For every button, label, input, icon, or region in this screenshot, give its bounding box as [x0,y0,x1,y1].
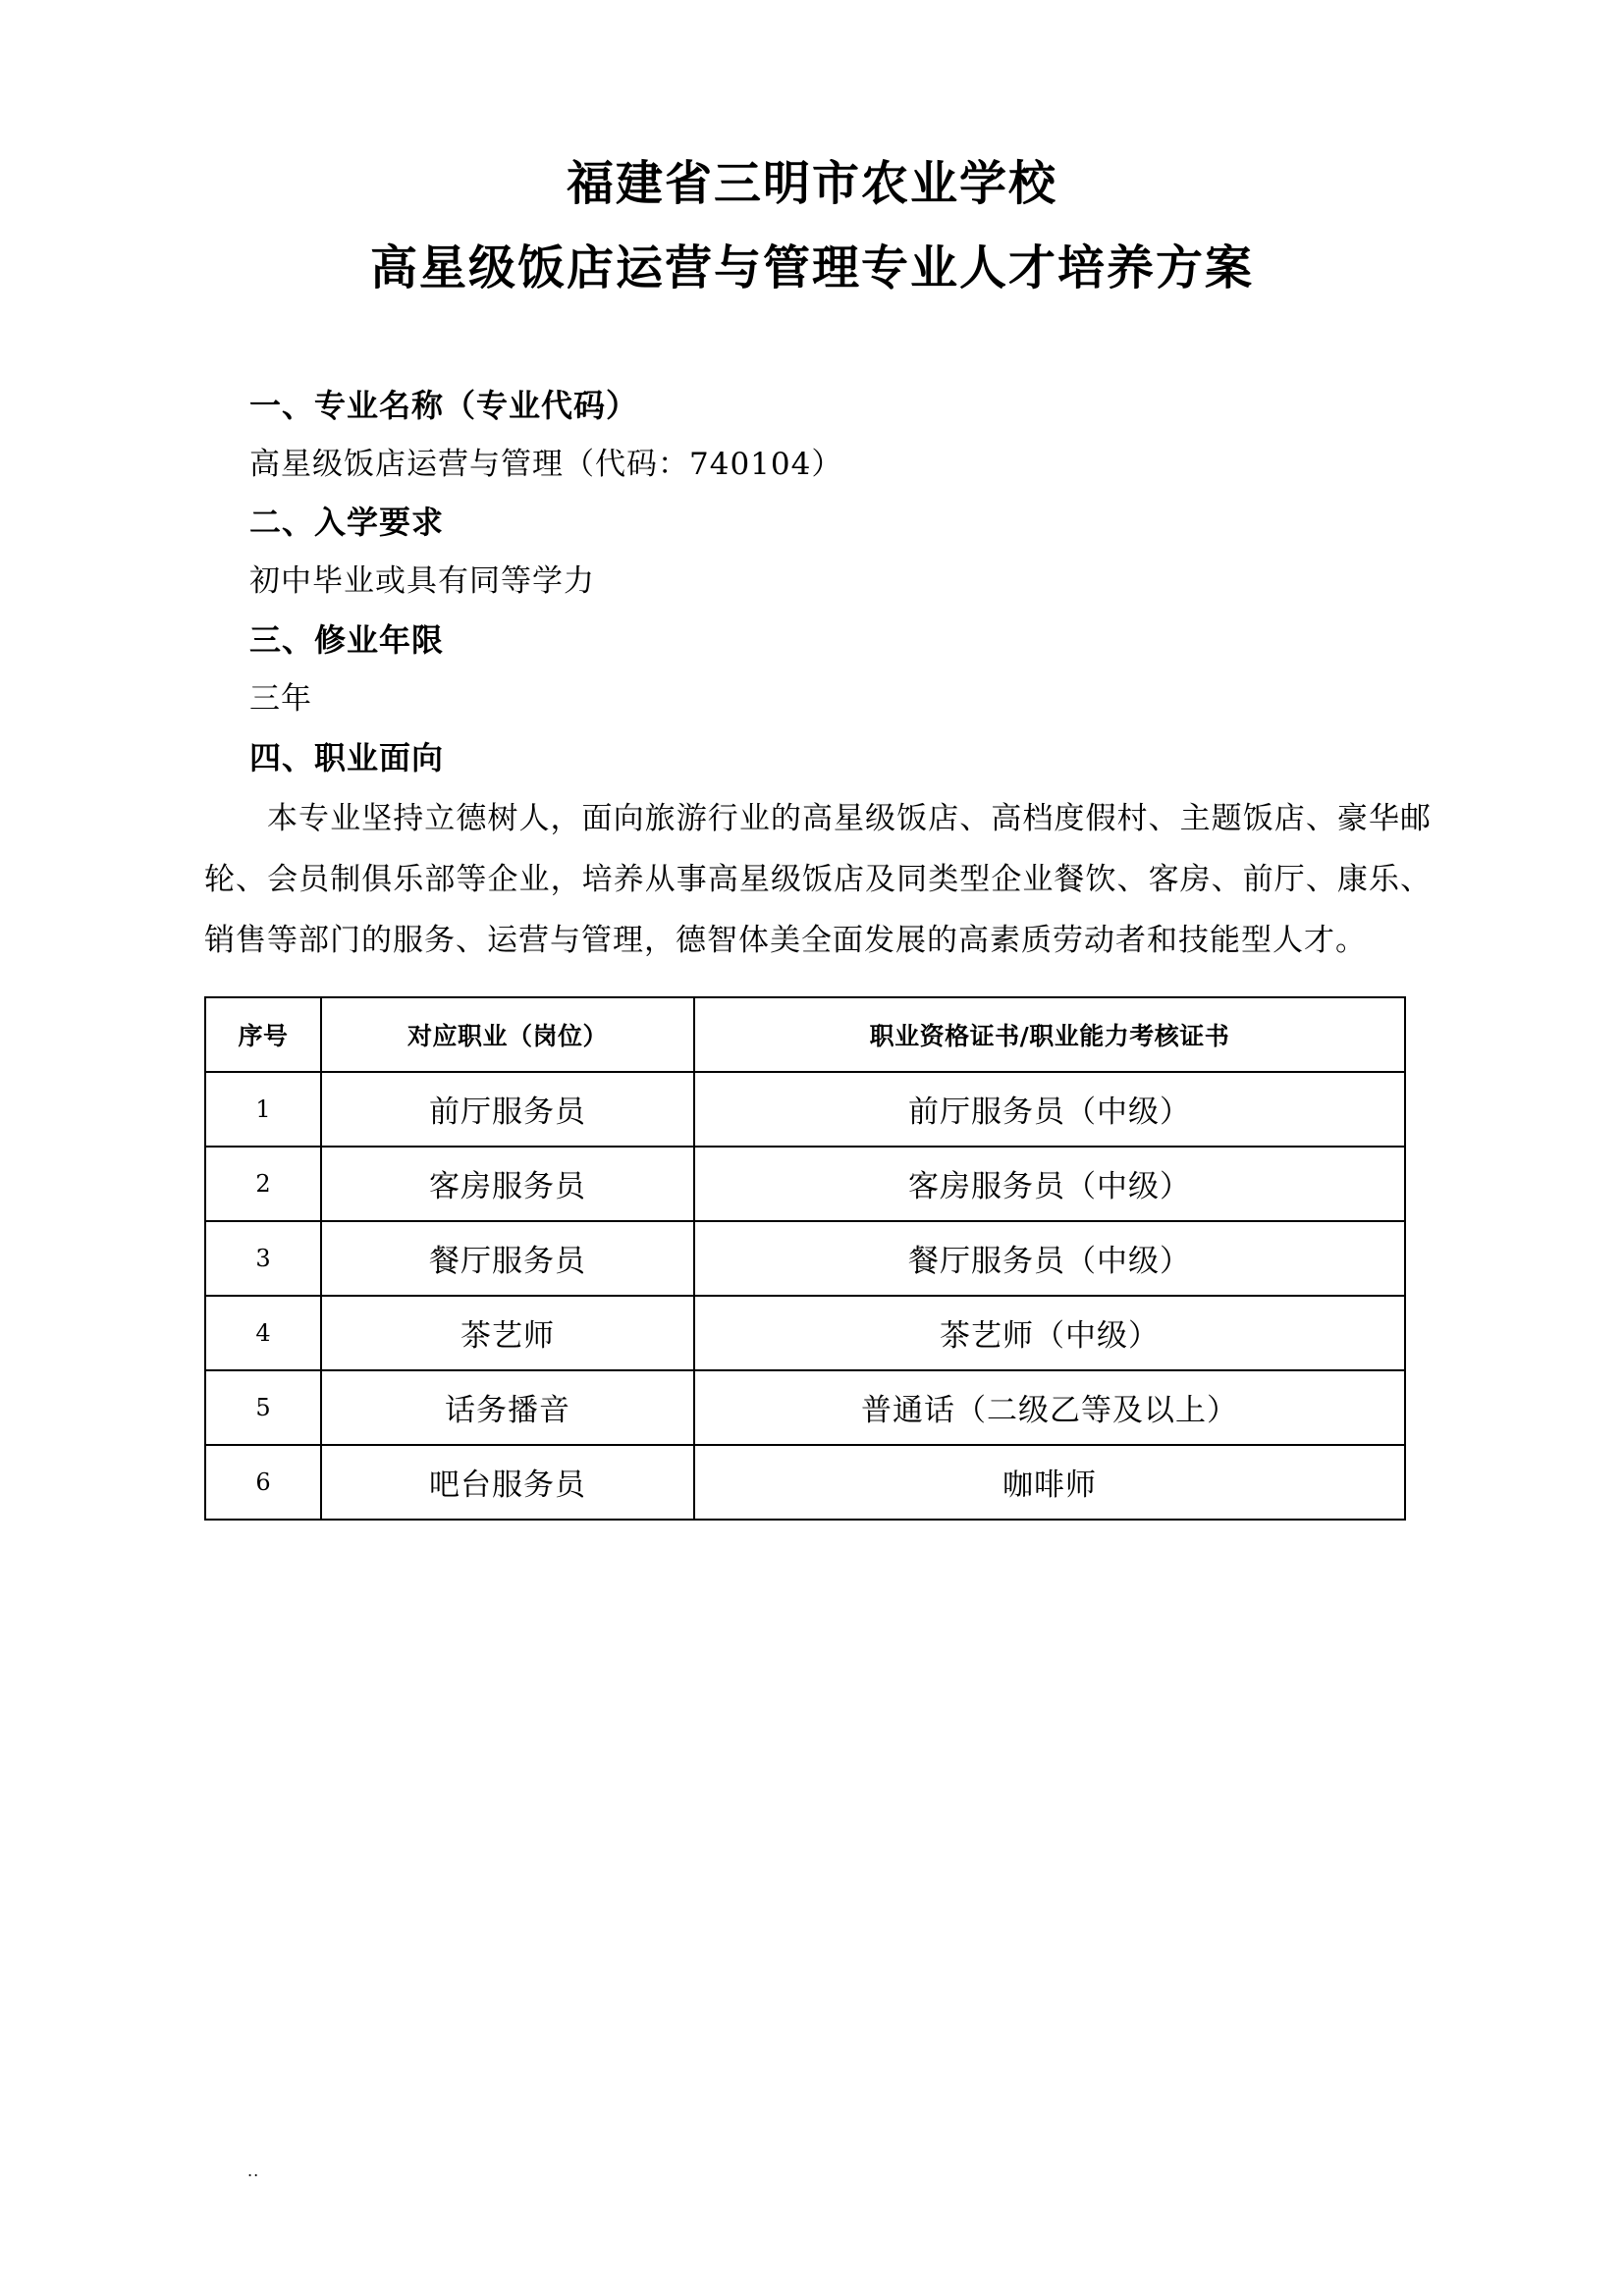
cell-certificate: 前厅服务员（中级） [694,1072,1405,1147]
title-line-1: 福建省三明市农业学校 [566,156,1057,211]
cell-index: 6 [205,1445,321,1520]
table-row [205,1445,1405,1520]
table-row [205,1370,1405,1445]
section-heading-2: 二、入学要求 [249,504,445,542]
cell-certificate: 咖啡师 [694,1445,1405,1520]
jobs-certificates-table [204,996,1406,1521]
cell-index: 5 [205,1370,321,1445]
table-header-row [205,997,1405,1072]
cell-index: 2 [205,1147,321,1221]
cell-certificate: 餐厅服务员（中级） [694,1221,1405,1296]
table-row [205,1072,1405,1147]
table-header-occupation: 对应职业（岗位） [321,997,694,1072]
section-body-3: 三年 [249,680,312,717]
section-body-2: 初中毕业或具有同等学力 [249,563,595,600]
table-header-certificate: 职业资格证书/职业能力考核证书 [694,997,1405,1072]
section-heading-1: 一、专业名称（专业代码） [249,386,639,424]
cell-occupation: 茶艺师 [321,1296,694,1370]
section-body-1: 高星级饭店运营与管理（代码：740104） [249,446,843,482]
cell-index: 4 [205,1296,321,1370]
cell-index: 3 [205,1221,321,1296]
title-spacer [187,305,1437,376]
table-header-index: 序号 [205,997,321,1072]
title-line-2: 高星级饭店运营与管理专业人才培养方案 [369,240,1254,296]
section-heading-4: 四、职业面向 [249,738,445,776]
cell-certificate: 客房服务员（中级） [694,1147,1405,1221]
cell-occupation: 话务播音 [321,1370,694,1445]
section-heading-3: 三、修业年限 [249,621,445,660]
table-row [205,1221,1405,1296]
cell-certificate: 茶艺师（中级） [694,1296,1405,1370]
table-row [205,1296,1405,1370]
cell-occupation: 前厅服务员 [321,1072,694,1147]
cell-occupation: 客房服务员 [321,1147,694,1221]
table-row [205,1147,1405,1221]
cell-occupation: 餐厅服务员 [321,1221,694,1296]
cell-certificate: 普通话（二级乙等及以上） [694,1370,1405,1445]
footer-mark: .. [247,2162,260,2180]
section-body-4: 本专业坚持立德树人，面向旅游行业的高星级饭店、高档度假村、主题饭店、豪华邮轮、会员制俱乐部等企业，培养从事高星级饭店及同类型企业餐饮、客房、前厅、康乐、销售等部门的服务、运营与管理，德智体美全面发展的高素质劳动者和技能型人才。 [204,800,1432,958]
cell-occupation: 吧台服务员 [321,1445,694,1520]
cell-index: 1 [205,1072,321,1147]
page-title [187,147,1437,305]
